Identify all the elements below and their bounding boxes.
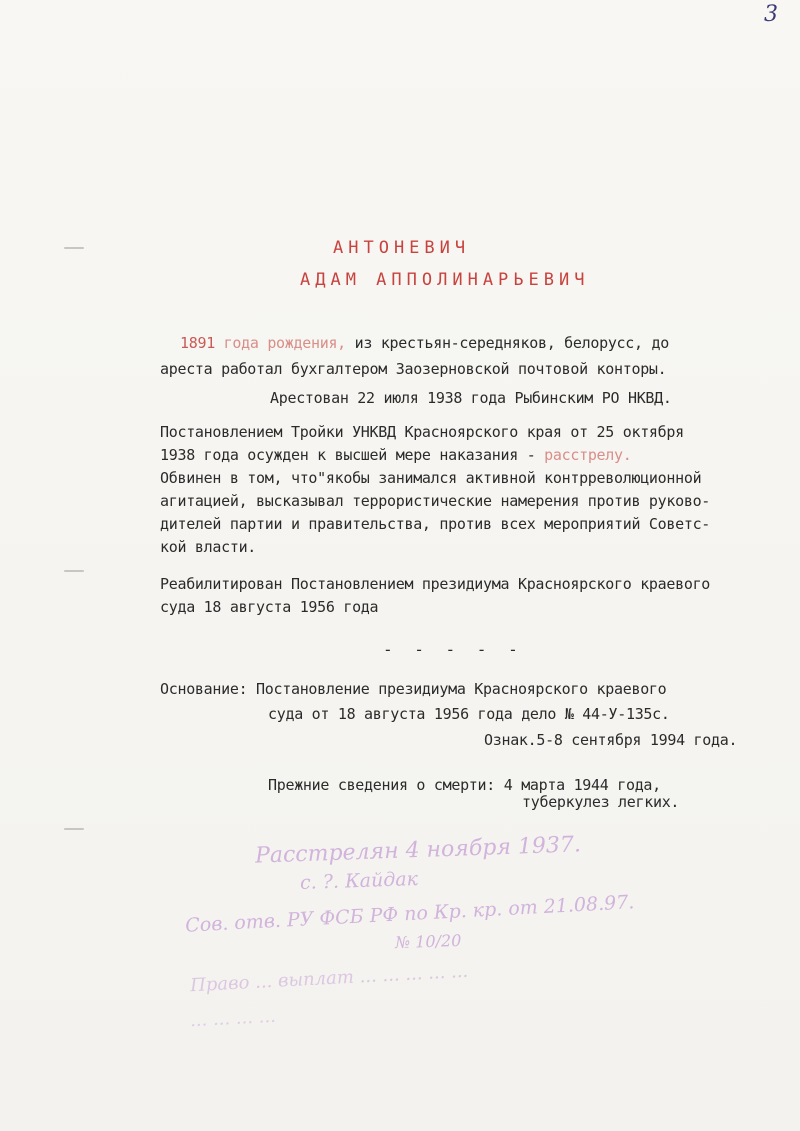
death-info-line-1: Прежние сведения о смерти: 4 марта 1944 года, [268,776,661,794]
section-separator: - - - - - [383,640,524,659]
charge-line-3: дителей партии и правительства, против всех мероприятий Советс- [160,515,711,533]
body-line-1 [180,334,669,352]
rehab-line-1: Реабилитирован Постановлением президиума Красноярского краевого [160,575,711,593]
charge-line-2: агитацией, высказывал террористические намерения против руково- [160,492,711,510]
handwritten-line-6: ... ... ... ... [189,1005,277,1032]
heading-surname: АНТОНЕВИЧ [333,238,471,258]
arrest-line: Арестован 22 июля 1938 года Рыбинским РО НКВД. [270,389,672,407]
heading-name: АДАМ АППОЛИНАРЬЕВИЧ [300,270,590,290]
death-info-line-2: туберкулез легких. [522,793,680,811]
handwritten-line-1: Расстрелян 4 ноября 1937. [254,832,582,869]
binder-hole-mark [64,570,84,572]
basis-line-1: Основание: Постановление президиума Красноярского краевого [160,680,667,698]
sentence-line-2 [160,446,631,464]
basis-line-3: Ознак.5-8 сентября 1994 года. [484,731,738,749]
charge-line-4: кой власти. [160,538,257,556]
handwritten-line-4: № 10/20 [394,930,462,953]
birth-year: 1891 [180,334,215,352]
sentence-text: 1938 года осужден к высшей мере наказания - [160,446,536,464]
page-number: 3 [764,2,778,27]
charge-line-1: Обвинен в том, что"якобы занимался активной контрреволюционной [160,469,702,487]
handwritten-line-5: Право ... выплат ... ... ... ... ... [189,960,469,997]
body-line-2: ареста работал бухгалтером Заозерновской почтовой конторы. [160,360,667,378]
handwritten-line-3: Сов. отв. РУ ФСБ РФ по Кр. кр. от 21.08.97. [184,891,635,937]
binder-hole-mark [64,828,84,830]
basis-line-2: суда от 18 августа 1956 года дело № 44-У-135с. [268,705,670,723]
binder-hole-mark [64,247,84,249]
origin-text: из крестьян-середняков, белорусс, до [345,334,669,352]
birth-suffix: года рождения, [214,334,346,352]
sentence-verdict: расстрелу. [535,446,632,464]
rehab-line-2: суда 18 августа 1956 года [160,598,379,616]
sentence-line-1: Постановлением Тройки УНКВД Красноярского края от 25 октября [160,423,684,441]
handwritten-line-2: с. ?. Кайдак [299,867,419,895]
